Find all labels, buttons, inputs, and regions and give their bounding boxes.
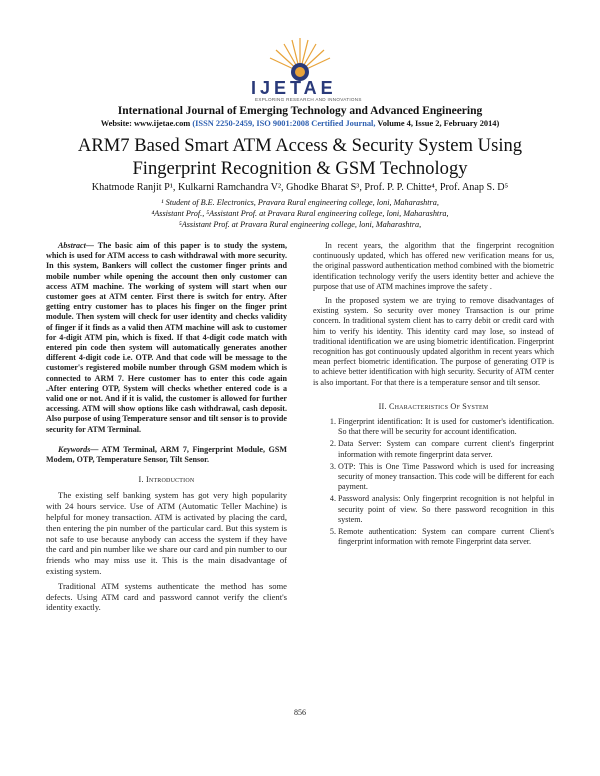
section-title: Characteristics Of System [388, 401, 489, 411]
website-prefix[interactable]: Website: www.ijetae.com [100, 119, 191, 128]
body-paragraph-1: In recent years, the algorithm that the fingerprint recognition continuously updated, which has offered new verification means for us, the original password authentication method combined with the biometric identification technology verify the users identity better and achieve the purpose that use of ATM machines improve the safety . [313, 241, 554, 291]
abstract-text: The basic aim of this paper is to study the system, which is used for ATM access to cash withdrawal with more security. In this system, Bankers will collect the customer finger prints and mobile number while opening the account then only customer can access ATM machine. The working of system will start when our customer goes at ATM center. First there is switch for entry. After getting entry customer has to places his finger on the finger print module. Then system will check for user identity and checks validity of finger if it finds as a valid then ATM machine will ask to customer for 4-digit ATM pin, which is fixed. If that 4-digit code match with entered pin code then system will automatically generates another different 4-digit code i.e. OTP. And that code will be message to the customer's registered mobile number through GSM modem which is connected to ARM 7. Here customer has to enter this code again .After entering OTP, System will checks whether entered code is a valid one or not. And if it is valid, the customer is allowed for further accessing. ATM will show options like cash withdrawal, cash deposit. Also purpose of using Temperature sensor and tilt sensor is to provide security for ATM Terminal. [46, 241, 287, 434]
keywords-label: Keywords— [58, 444, 99, 454]
intro-paragraph-2: Traditional ATM systems authenticate the method has some defects. Using ATM card and password cannot verify the client's identity exactly. [46, 580, 287, 613]
section-number: I. [138, 475, 144, 485]
author-list: Khatmode Ranjit P¹, Kulkarni Ramchandra V², Ghodke Bharat S³, Prof. P. P. Chitte⁴, Prof. Anap S. D⁵ [91, 182, 509, 193]
affiliation-3: ⁵Assistant Prof. at Pravara Rural engineering college, loni, Maharashtra, [178, 220, 422, 229]
paper-title-line-2: Fingerprint Recognition & GSM Technology [132, 158, 468, 179]
paper-title-line-1: ARM7 Based Smart ATM Access & Security System Using [77, 135, 523, 156]
list-item: 4. Password analysis: Only fingerprint recognition is not helpful in security point of view. So there password recognition in this system. [338, 494, 554, 525]
abstract-label: Abstract— [58, 241, 94, 250]
logo-wordmark: IJETAE [251, 78, 337, 98]
logo-subtitle: EXPLORING RESEARCH AND INNOVATIONS [255, 97, 362, 102]
section-title: Introduction [145, 475, 195, 485]
page-number: 856 [294, 708, 306, 717]
keywords-text: ATM Terminal, ARM 7, Fingerprint Module, GSM Modem, OTP, Temperature Sensor, Tilt Sensor. [46, 444, 287, 465]
paper-title [0, 134, 600, 180]
list-item: 1. Fingerprint identification: It is used for customer's identification. So that there will be security for account identification. [338, 417, 554, 437]
section-number: II. [378, 401, 387, 411]
right-column [313, 241, 554, 549]
list-item: 2. Data Server: System can compare current client's fingerprint information with remote fingerprint data server. [338, 439, 554, 459]
list-item: 5. Remote authentication: System can compare current Client's fingerprint information with remote Fingerprint data server. [338, 527, 554, 547]
intro-paragraph-1: The existing self banking system has got very high popularity with 24 hours service. Use of ATM (Automatic Teller Machine) is helpful for money transaction. ATM is activated by placing the card, then entering the pin number of the particular card. But this system is not safe to use because anybody can access the system if they have the card and pin number like we share our card and pin number to our friends who may miss use it. This is the main disadvantage of existing system. [46, 490, 287, 577]
volume-info: Volume 4, Issue 2, February 2014) [377, 119, 500, 128]
section-heading-characteristics [313, 402, 554, 412]
issn-info: (ISSN 2250-2459, ISO 9001:2008 Certified Journal, [192, 119, 376, 128]
affiliation-2: ⁴Assistant Prof., ⁵Assistant Prof. at Pravara Rural engineering college, loni, Maharashtra, [151, 209, 449, 218]
left-column [46, 241, 287, 617]
abstract [46, 241, 287, 435]
affiliation-1: ¹ Student of B.E. Electronics, Pravara Rural engineering college, loni, Maharashtra, [161, 198, 439, 207]
journal-name: International Journal of Emerging Technology and Advanced Engineering [117, 105, 483, 117]
characteristics-list [313, 417, 554, 547]
body-paragraph-2: In the proposed system we are trying to remove disadvantages of existing system. So security over money Transaction is our prime concern. In traditional system client has to carry debit or credit card with him to verify his identity. This identity card may lose, so instead of traditional identification we are using biometric identification. Fingerprint recognition has got continuously updated algorithm in recent years which mean perfect biometric identification. The purpose of generating OTP is to achieve better identification with high security. Security of ATM center is also important. For that there is a temperature sensor and tilt sensor. [313, 296, 554, 387]
keywords [46, 445, 287, 465]
journal-website-line [0, 119, 600, 128]
list-item: 3. OTP: This is One Time Password which is used for increasing security of money transaction. This code will be different for each payment. [338, 462, 554, 493]
section-heading-introduction [46, 475, 287, 485]
